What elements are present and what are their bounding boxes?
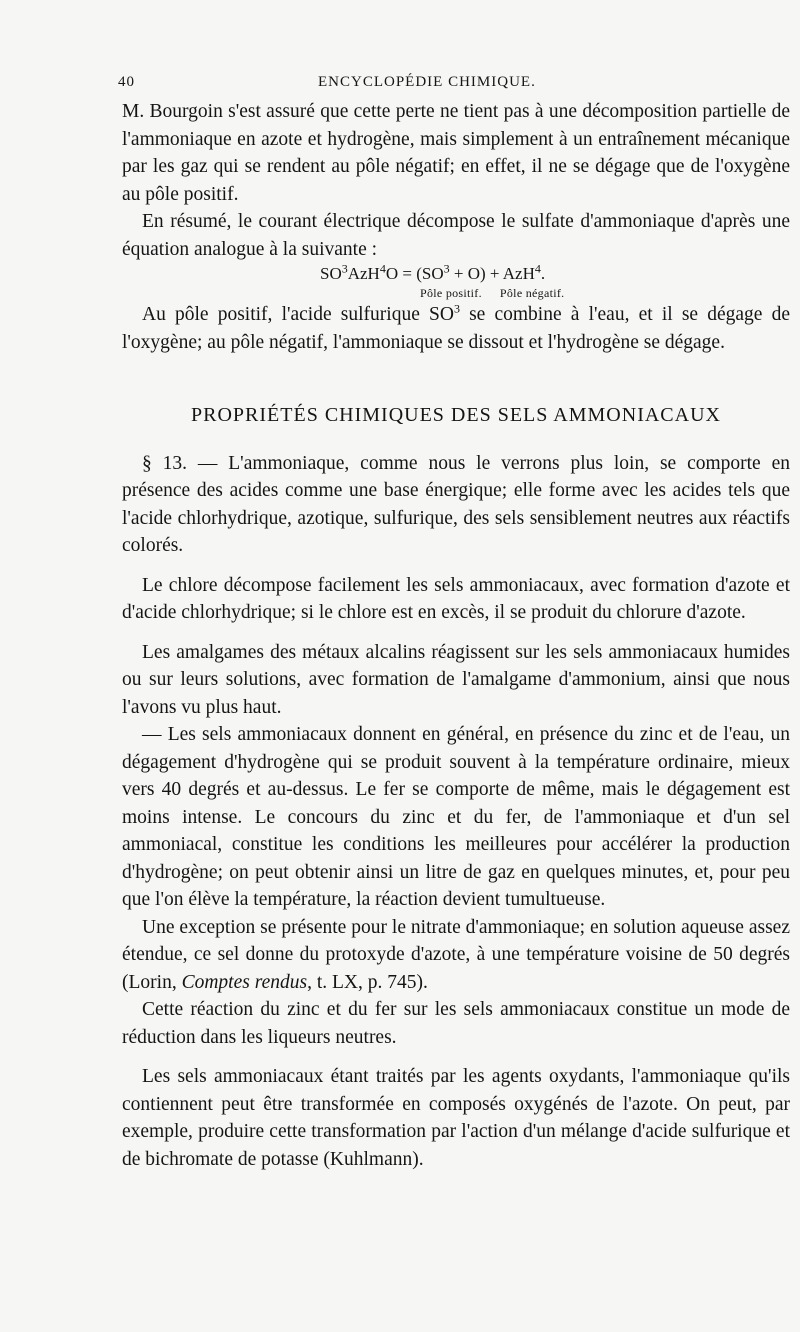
equation-labels <box>122 285 790 301</box>
label-negative-pole: Pôle négatif. <box>499 286 565 300</box>
paragraph-oxydants: Les sels ammoniacaux étant traités par les agents oxydants, l'ammoniaque qu'ils contiennent peut être transformée en composés oxygénés de l'azote. On peut, par exemple, produire cette transformation par l'action d'un mélange d'acide sulfurique et de bichromate de potasse (Kuhlmann). <box>122 1066 790 1170</box>
running-title: ENCYCLOPÉDIE CHIMIQUE. <box>318 74 536 90</box>
section-heading: PROPRIÉTÉS CHIMIQUES DES SELS AMMONIACAUX <box>191 404 721 426</box>
label-positive-pole: Pôle positif. <box>420 286 482 300</box>
paragraph-poles: Au pôle positif, l'acide sulfurique $SO^3$ se combine à l'eau, et il se dégage de l'oxygène; au pôle négatif, l'ammoniaque se dissout et l'hydrogène se dégage. <box>122 301 790 353</box>
paragraph-section-13: § 13. — L'ammoniaque, comme nous le verrons plus loin, se comporte en présence des acides comme une base énergique; elle forme avec les acides tels que l'acide chlorhydrique, azotique, sulfurique, des sels sensiblement neutres aux réactifs colorés. <box>122 452 790 556</box>
paragraph-chlore: Le chlore décompose facilement les sels ammoniacaux, avec formation d'azote et d'acide chlorhydrique; si le chlore est en excès, il se produit du chlorure d'azote. <box>122 574 790 623</box>
paragraph-reduction: Cette réaction du zinc et du fer sur les sels ammoniacaux constitue un mode de réduction dans les liqueurs neutres. <box>122 999 790 1048</box>
running-header <box>118 74 788 96</box>
page-body <box>122 98 790 1173</box>
chemical-equation: $SO^3AzH^4O = (SO^3 + O) + AzH^4$. <box>320 261 546 283</box>
paragraph-resume: En résumé, le courant électrique décompose le sulfate d'ammoniaque d'après une équation analogue à la suivante : <box>122 211 790 260</box>
citation-italic: Comptes rendus <box>181 971 308 993</box>
paragraph-zinc: — Les sels ammoniacaux donnent en général, en présence du zinc et de l'eau, un dégagement d'hydrogène qui se produit souvent à la température ordinaire, mieux vers 40 degrés et au-dessus. Le fer se comporte de même, mais le dégagement est moins intense. Le concours du zinc et du fer, de l'ammoniaque et d'un sel ammoniacal, constitue les conditions les meilleures pour accélérer la production d'hydrogène; on peut obtenir ainsi un litre de gaz en quelques minutes, et, pour peu que l'on élève la température, la réaction devient tumultueuse. <box>122 724 790 910</box>
paragraph-amalgames: Les amalgames des métaux alcalins réagissent sur les sels ammoniacaux humides ou sur leurs solutions, avec formation de l'amalgame d'ammonium, ainsi que nous l'avons vu plus haut. <box>122 641 790 718</box>
paragraph-bourgoin: M. Bourgoin s'est assuré que cette perte ne tient pas à une décomposition partielle de l'ammoniaque en azote et hydrogène, mais simplement à un entraînement mécanique par les gaz qui se rendent au pôle négatif; en effet, il ne se dégage que de l'oxygène au pôle positif. <box>122 101 790 205</box>
page-number: 40 <box>118 74 135 90</box>
paragraph-nitrate: Une exception se présente pour le nitrate d'ammoniaque; en solution aqueuse assez étendue, ce sel donne du protoxyde d'azote, à une température voisine de 50 degrés (Lorin, Comptes rendus, t. LX, p. 745). <box>122 916 790 993</box>
